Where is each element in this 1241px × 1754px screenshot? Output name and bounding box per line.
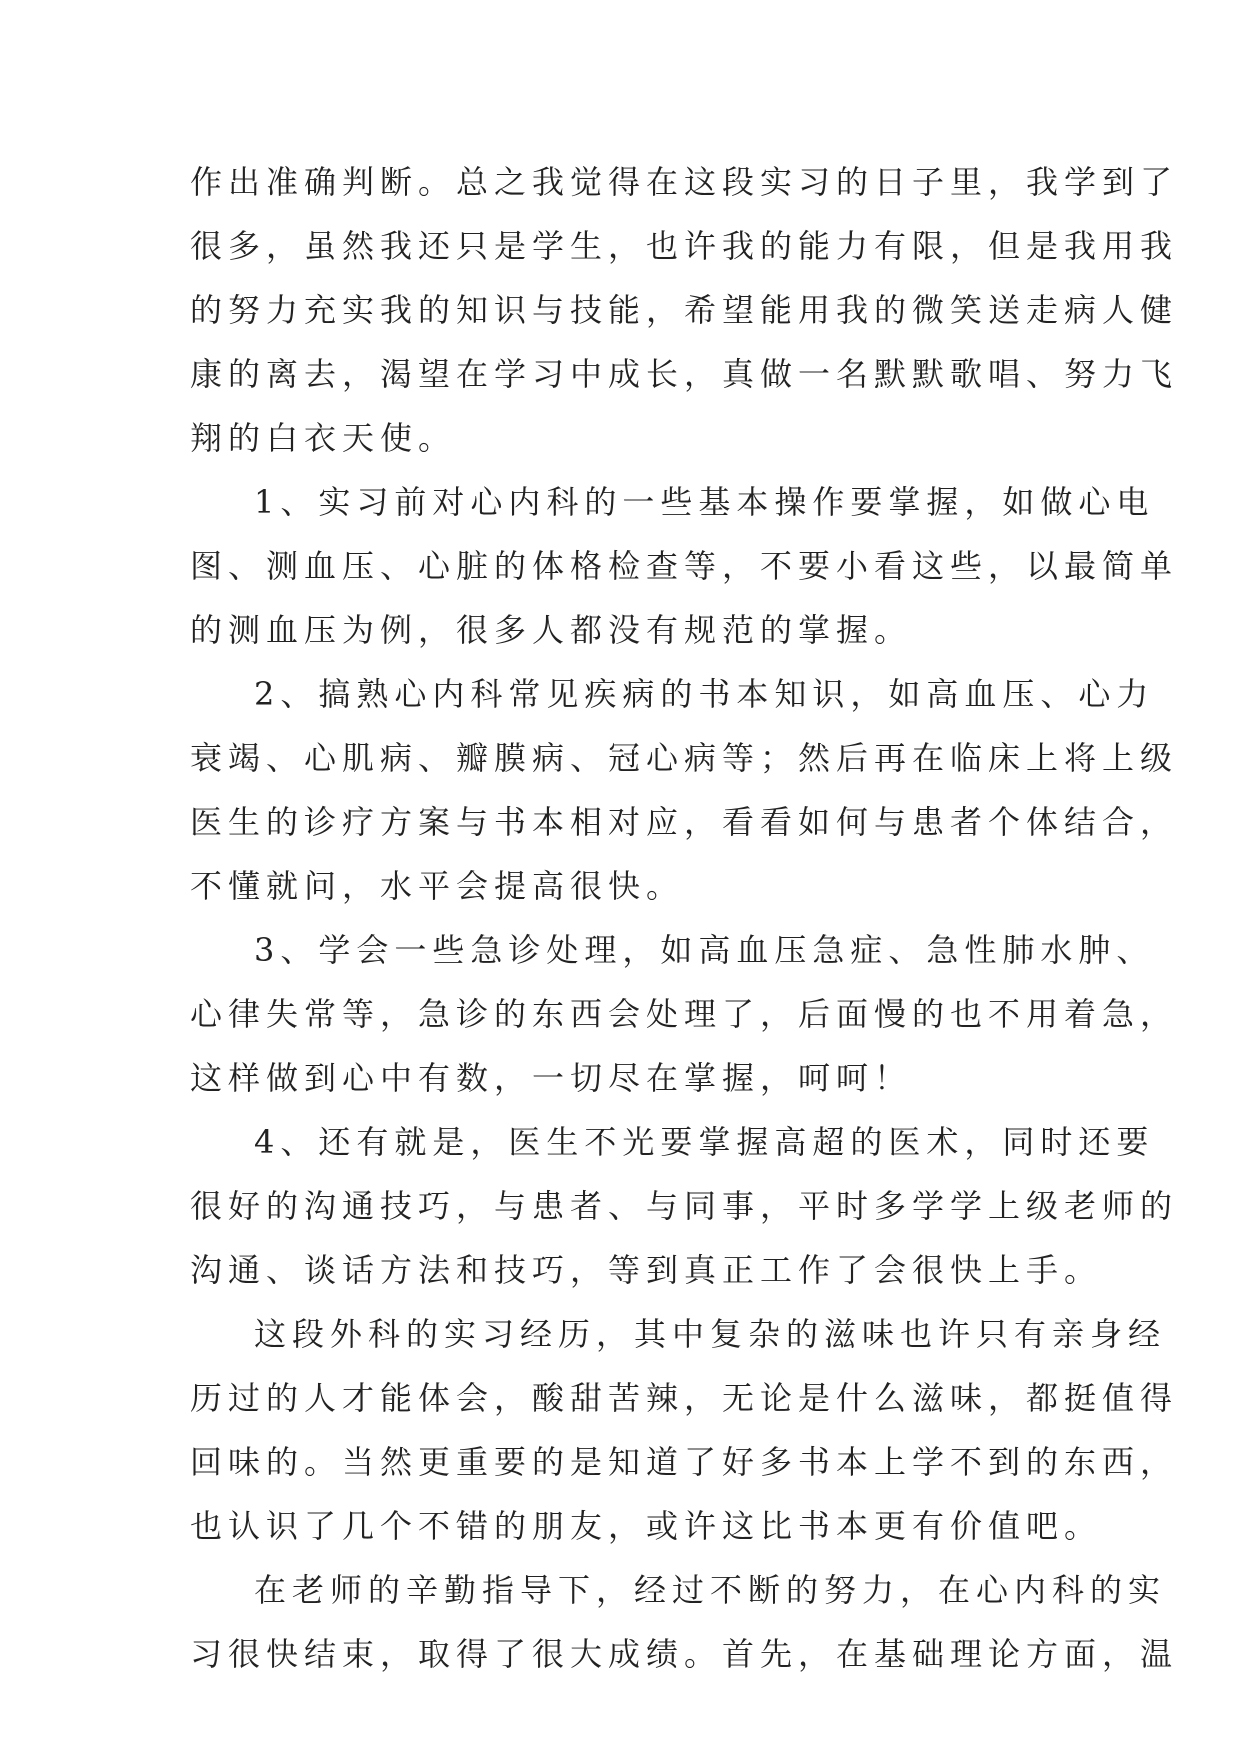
text-line: 心律失常等，急诊的东西会处理了，后面慢的也不用着急， [190, 995, 1179, 1033]
text-line: 不懂就问，水平会提高很快。 [190, 867, 685, 905]
text-line: 康的离去，渴望在学习中成长，真做一名默默歌唱、努力飞 [190, 355, 1179, 393]
paragraph-tip-2 [190, 662, 1179, 918]
text-line: 这样做到心中有数，一切尽在掌握，呵呵！ [190, 1059, 913, 1097]
text-line: 沟通、谈话方法和技巧，等到真正工作了会很快上手。 [190, 1251, 1103, 1289]
text-line: 2、搞熟心内科常见疾病的书本知识，如高血压、心力 [254, 675, 1155, 713]
document-body [190, 150, 1179, 1686]
text-line: 翔的白衣天使。 [190, 419, 457, 457]
paragraph-reflection [190, 1302, 1179, 1558]
text-line: 1、实习前对心内科的一些基本操作要掌握，如做心电 [254, 483, 1155, 521]
paragraph-conclusion [190, 150, 1179, 470]
text-line: 这段外科的实习经历，其中复杂的滋味也许只有亲身经 [254, 1315, 1167, 1353]
text-line: 作出准确判断。总之我觉得在这段实习的日子里，我学到了 [190, 163, 1179, 201]
paragraph-tip-1 [190, 470, 1179, 662]
text-line: 的测血压为例，很多人都没有规范的掌握。 [190, 611, 913, 649]
text-line: 图、测血压、心脏的体格检查等，不要小看这些，以最简单 [190, 547, 1179, 585]
text-line: 医生的诊疗方案与书本相对应，看看如何与患者个体结合， [190, 803, 1179, 841]
paragraph-tip-4 [190, 1110, 1179, 1302]
text-line: 回味的。当然更重要的是知道了好多书本上学不到的东西， [190, 1443, 1179, 1481]
text-line: 很多，虽然我还只是学生，也许我的能力有限，但是我用我 [190, 227, 1179, 265]
paragraph-summary [190, 1558, 1179, 1686]
text-line: 4、还有就是，医生不光要掌握高超的医术，同时还要 [254, 1123, 1155, 1161]
text-line: 很好的沟通技巧，与患者、与同事，平时多学学上级老师的 [190, 1187, 1179, 1225]
text-line: 3、学会一些急诊处理，如高血压急症、急性肺水肿、 [254, 931, 1155, 969]
paragraph-tip-3 [190, 918, 1179, 1110]
text-line: 在老师的辛勤指导下，经过不断的努力，在心内科的实 [254, 1571, 1167, 1609]
text-line: 衰竭、心肌病、瓣膜病、冠心病等；然后再在临床上将上级 [190, 739, 1179, 777]
text-line: 也认识了几个不错的朋友，或许这比书本更有价值吧。 [190, 1507, 1103, 1545]
text-line: 的努力充实我的知识与技能，希望能用我的微笑送走病人健 [190, 291, 1179, 329]
text-line: 历过的人才能体会，酸甜苦辣，无论是什么滋味，都挺值得 [190, 1379, 1179, 1417]
text-line: 习很快结束，取得了很大成绩。首先，在基础理论方面，温 [190, 1635, 1179, 1673]
